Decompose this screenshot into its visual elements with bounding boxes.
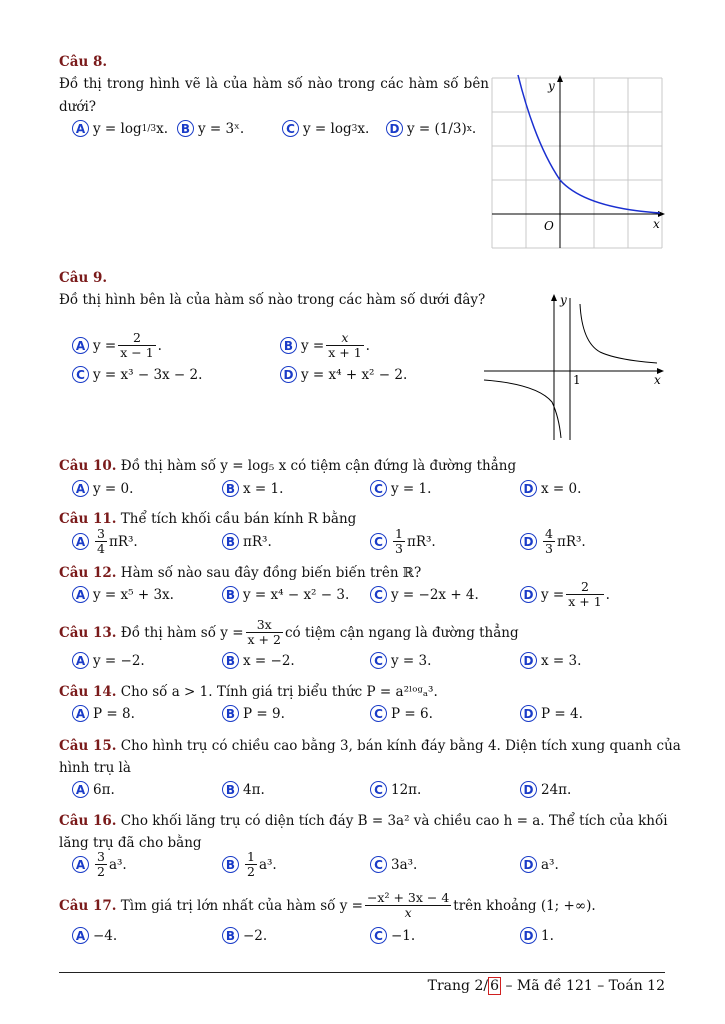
q9-y-arrow — [551, 294, 557, 301]
total-pages-link[interactable]: 6 — [490, 978, 499, 994]
q10-option-b[interactable]: B x = 1. — [222, 480, 283, 497]
q17-option-a[interactable]: A −4. — [72, 927, 117, 944]
q14-option-a[interactable]: A P = 8. — [72, 705, 135, 722]
q8-x-label: x — [653, 217, 660, 231]
q11-option-b[interactable]: B πR³. — [222, 533, 272, 550]
option-letter: C — [370, 927, 387, 944]
option-letter: D — [520, 586, 537, 603]
option-letter: C — [370, 781, 387, 798]
q9-tick-label: 1 — [573, 373, 581, 387]
q15-question-cont: hình trụ là — [59, 760, 131, 776]
option-letter: B — [222, 533, 239, 550]
q15-option-d[interactable]: D 24π. — [520, 781, 571, 798]
option-letter: A — [72, 652, 89, 669]
q17-option-c[interactable]: C −1. — [370, 927, 415, 944]
fraction: $\frac{1}{3}$ — [395, 526, 403, 556]
option-letter: B — [222, 927, 239, 944]
q9-option-d[interactable]: D y = x⁴ + x² − 2. — [280, 366, 407, 383]
option-letter: D — [520, 705, 537, 722]
q9-curve-right — [580, 304, 657, 363]
fraction: $\frac{2}{x + 1}$ — [568, 579, 602, 609]
footer-divider — [59, 972, 665, 973]
q8-question-text: Đồ thị trong hình vẽ là của hàm số nào trong các hàm số bên dưới? — [59, 76, 489, 115]
q14-option-c[interactable]: C P = 6. — [370, 705, 433, 722]
q15-option-b[interactable]: B 4π. — [222, 781, 265, 798]
q9-y-label: y — [560, 293, 567, 307]
option-letter: D — [386, 120, 403, 137]
q10-option-d[interactable]: D x = 0. — [520, 480, 581, 497]
q17-option-d[interactable]: D 1. — [520, 927, 554, 944]
q15-option-a[interactable]: A 6π. — [72, 781, 115, 798]
q8-curve — [518, 75, 660, 213]
q16-option-c[interactable]: C 3a³. — [370, 856, 417, 873]
q14-option-b[interactable]: B P = 9. — [222, 705, 285, 722]
q8-label: Câu 8. — [59, 54, 108, 70]
q8-y-label: y — [548, 79, 555, 93]
option-letter: B — [222, 480, 239, 497]
fraction: $\frac{x}{x + 1}$ — [328, 330, 362, 360]
q13-option-a[interactable]: A y = −2. — [72, 652, 145, 669]
option-letter: B — [222, 705, 239, 722]
option-letter: B — [222, 586, 239, 603]
option-letter: C — [370, 533, 387, 550]
option-letter: C — [370, 480, 387, 497]
q10-option-a[interactable]: A y = 0. — [72, 480, 133, 497]
q16-question-cont: lăng trụ đã cho bằng — [59, 835, 202, 851]
q12-question: Câu 12. Hàm số nào sau đây đồng biến biến trên ℝ? — [59, 565, 422, 581]
q9-curve-left — [484, 380, 561, 438]
q13-option-b[interactable]: B x = −2. — [222, 652, 295, 669]
fraction: $\frac{2}{x - 1}$ — [120, 330, 154, 360]
q8-grid — [492, 78, 662, 248]
q9-label: Câu 9. — [59, 270, 108, 286]
option-letter: C — [370, 652, 387, 669]
option-letter: A — [72, 781, 89, 798]
q9-x-label: x — [654, 373, 661, 387]
q13-question: Câu 13. Đồ thị hàm số y = $\frac{3x}{x + 2}$ có tiệm cận ngang là đường thẳng — [59, 617, 519, 647]
q9-question-text: Đồ thị hình bên là của hàm số nào trong các hàm số dưới đây? — [59, 292, 486, 308]
q12-option-d[interactable]: D y = $\frac{2}{x + 1}$ . — [520, 580, 610, 609]
q16-option-a[interactable]: A $\frac{3}{2}$ a³. — [72, 850, 127, 879]
option-letter: A — [72, 586, 89, 603]
q9-graph — [482, 292, 666, 442]
fraction: $\frac{3}{2}$ — [97, 849, 105, 879]
fraction: $\frac{4}{3}$ — [545, 526, 553, 556]
q12-option-b[interactable]: B y = x⁴ − x² − 3. — [222, 586, 349, 603]
q11-question: Câu 11. Thể tích khối cầu bán kính R bằng — [59, 511, 357, 527]
q8-option-b[interactable]: B y = 3ˣ. — [177, 120, 244, 137]
q8-option-c[interactable]: C y = log 3 x. — [282, 120, 369, 137]
q15-option-c[interactable]: C 12π. — [370, 781, 421, 798]
option-letter: A — [72, 533, 89, 550]
option-letter: B — [222, 856, 239, 873]
option-letter: A — [72, 856, 89, 873]
q16-question: Câu 16. Cho khối lăng trụ có diện tích đáy B = 3a² và chiều cao h = a. Thể tích của khối — [59, 813, 668, 829]
option-letter: B — [222, 652, 239, 669]
option-letter: C — [370, 705, 387, 722]
option-letter: D — [520, 652, 537, 669]
q9-option-a[interactable]: A y = $\frac{2}{x - 1}$ . — [72, 331, 162, 360]
q9-option-c[interactable]: C y = x³ − 3x − 2. — [72, 366, 202, 383]
option-letter: D — [520, 480, 537, 497]
q15-question: Câu 15. Cho hình trụ có chiều cao bằng 3, bán kính đáy bằng 4. Diện tích xung quanh của — [59, 738, 681, 754]
q14-option-d[interactable]: D P = 4. — [520, 705, 583, 722]
fraction: $\frac{3x}{x + 2}$ — [247, 617, 281, 647]
q11-option-a[interactable]: A $\frac{3}{4}$ πR³. — [72, 527, 138, 556]
option-letter: A — [72, 337, 89, 354]
fraction: $\frac{\text{−x² + 3x − 4}}{x}$ — [366, 890, 450, 920]
option-letter: A — [72, 705, 89, 722]
q16-option-d[interactable]: D a³. — [520, 856, 559, 873]
option-letter: B — [222, 781, 239, 798]
q10-option-c[interactable]: C y = 1. — [370, 480, 431, 497]
q17-question: Câu 17. Tìm giá trị lớn nhất của hàm số y = $\frac{\text{−x² + 3x − 4}}{x}$ trên khoảng (1; +∞). — [59, 890, 596, 920]
q8-origin-label: O — [544, 219, 554, 233]
option-letter: B — [177, 120, 194, 137]
q12-option-a[interactable]: A y = x⁵ + 3x. — [72, 586, 174, 603]
q11-option-d[interactable]: D $\frac{4}{3}$ πR³. — [520, 527, 586, 556]
option-letter: D — [280, 366, 297, 383]
option-letter: D — [520, 856, 537, 873]
option-letter: C — [370, 856, 387, 873]
q8-graph — [490, 73, 666, 253]
q17-option-b[interactable]: B −2. — [222, 927, 267, 944]
option-letter: A — [72, 927, 89, 944]
fraction: $\frac{3}{4}$ — [97, 526, 105, 556]
q9-option-b[interactable]: B y = $\frac{x}{x + 1}$ . — [280, 331, 370, 360]
option-letter: D — [520, 927, 537, 944]
q16-option-b[interactable]: B $\frac{1}{2}$ a³. — [222, 850, 277, 879]
q8-option-d[interactable]: D y = (1/3) x . — [386, 120, 476, 137]
option-letter: A — [72, 120, 89, 137]
q13-option-c[interactable]: C y = 3. — [370, 652, 431, 669]
q13-option-d[interactable]: D x = 3. — [520, 652, 581, 669]
option-letter: C — [370, 586, 387, 603]
option-letter: B — [280, 337, 297, 354]
option-letter: D — [520, 533, 537, 550]
option-letter: D — [520, 781, 537, 798]
page-footer: Trang 2/ 6 – Mã đề 121 – Toán 12 — [427, 978, 665, 994]
option-letter: C — [72, 366, 89, 383]
q8-option-a[interactable]: A y = log 1/3 x. — [72, 120, 168, 137]
option-letter: C — [282, 120, 299, 137]
fraction: $\frac{1}{2}$ — [247, 849, 255, 879]
q12-option-c[interactable]: C y = −2x + 4. — [370, 586, 479, 603]
q10-question: Câu 10. Đồ thị hàm số y = log₅ x có tiệm cận đứng là đường thẳng — [59, 458, 517, 474]
option-letter: A — [72, 480, 89, 497]
q14-question: Câu 14. Cho số a > 1. Tính giá trị biểu thức P = a²ˡᵒᵍₐ³. — [59, 684, 438, 700]
q11-option-c[interactable]: C $\frac{1}{3}$ πR³. — [370, 527, 436, 556]
